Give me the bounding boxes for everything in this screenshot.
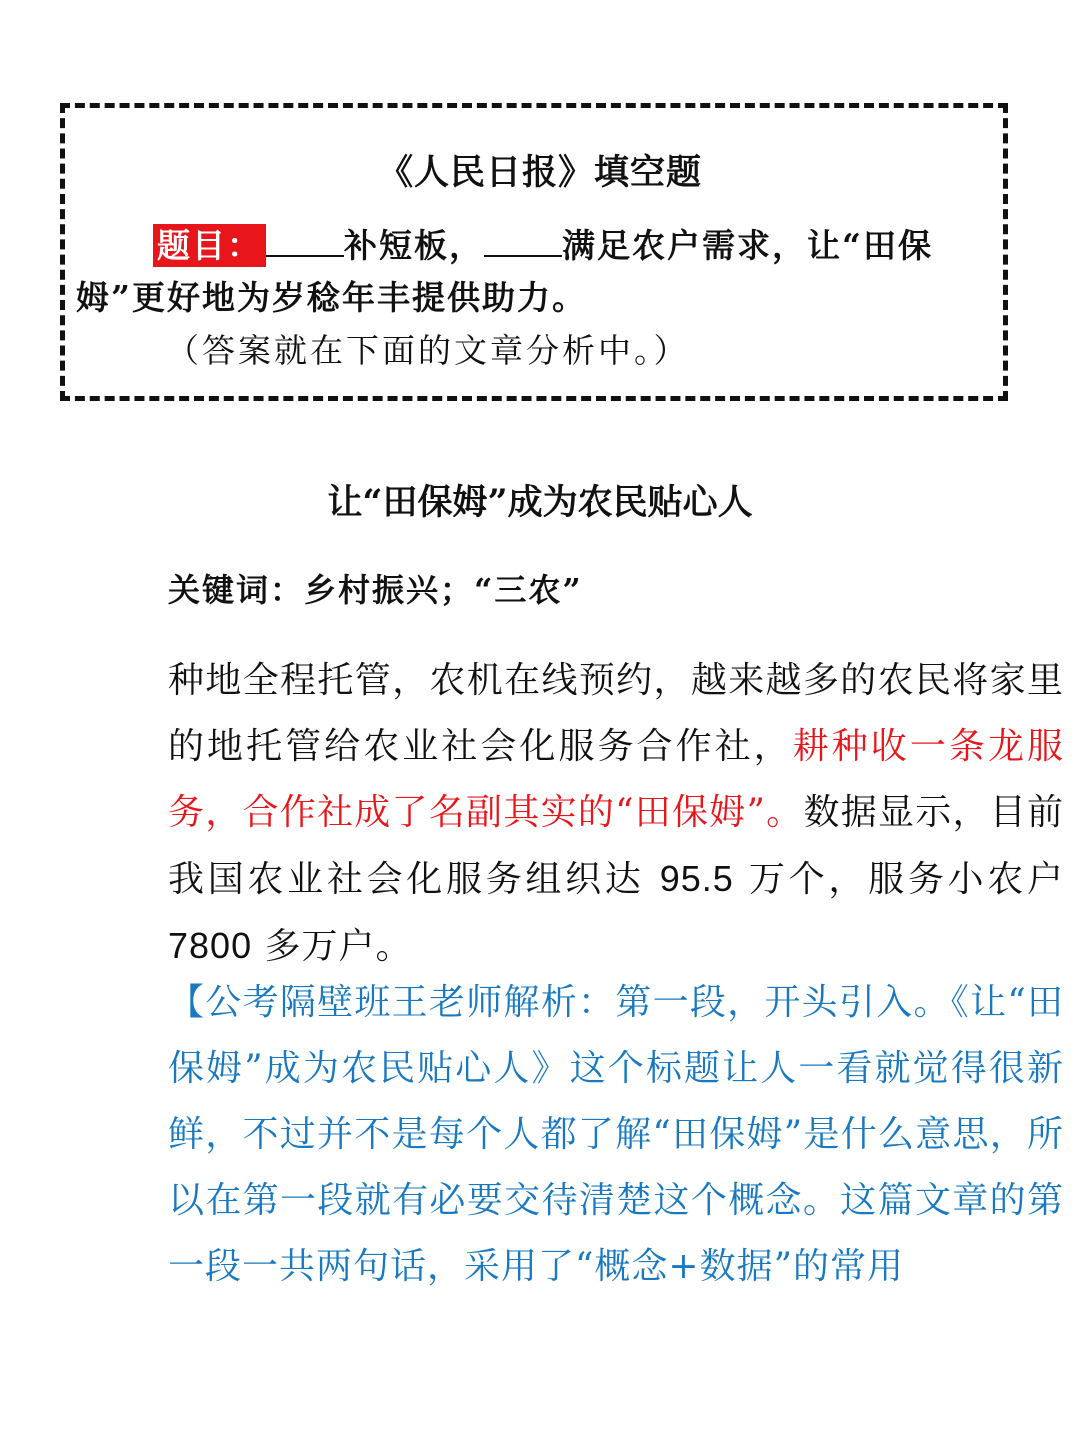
- p1-text-d: 多万户。: [252, 926, 413, 967]
- keywords: 关键词：乡村振兴；“三农”: [168, 571, 583, 609]
- blank-1: [266, 229, 344, 257]
- question-part-2: 满足农户需求，让“田保: [562, 226, 933, 265]
- question-line-2: 姆”更好地为岁稔年丰提供助力。: [76, 278, 587, 317]
- answer-hint: （答案就在下面的文章分析中。）: [166, 331, 690, 370]
- blank-2: [484, 229, 562, 257]
- question-label: 题目：: [153, 224, 266, 267]
- question-part-1: 补短板，: [344, 226, 484, 265]
- p1-number-1: 95.5: [659, 858, 734, 899]
- article-title: 让“田保姆”成为农民贴心人: [327, 482, 753, 523]
- p1-text-a: 种地全程托管，农机在线预约，越来越多的农民将家里的地托管给农业社会化服务合作社，: [168, 660, 1064, 767]
- p1-text-c: 万个，服务小农户: [733, 859, 1064, 900]
- question-title: 《人民日报》填空题: [377, 152, 702, 193]
- question-line-1: [76, 220, 996, 267]
- analysis-paragraph: 【公考隔壁班王老师解析：第一段，开头引入。《让“田保姆”成为农民贴心人》这个标题让人一看就觉得很新鲜，不过并不是每个人都了解“田保姆”是什么意思，所以在第一段就有必要交待清楚这个概念。这篇文章的第一段一共两句话，采用了“概念+数据”的常用: [168, 982, 1064, 1287]
- p1-text-b: 数据显示，目前我国农业社会化服务组织达: [168, 792, 1064, 900]
- paragraph-1: [92, 648, 1064, 980]
- p1-highlight: 耕种收一条龙服务，合作社成了名副其实的“田保姆”。: [168, 726, 1064, 833]
- p1-number-2: 7800: [168, 925, 253, 966]
